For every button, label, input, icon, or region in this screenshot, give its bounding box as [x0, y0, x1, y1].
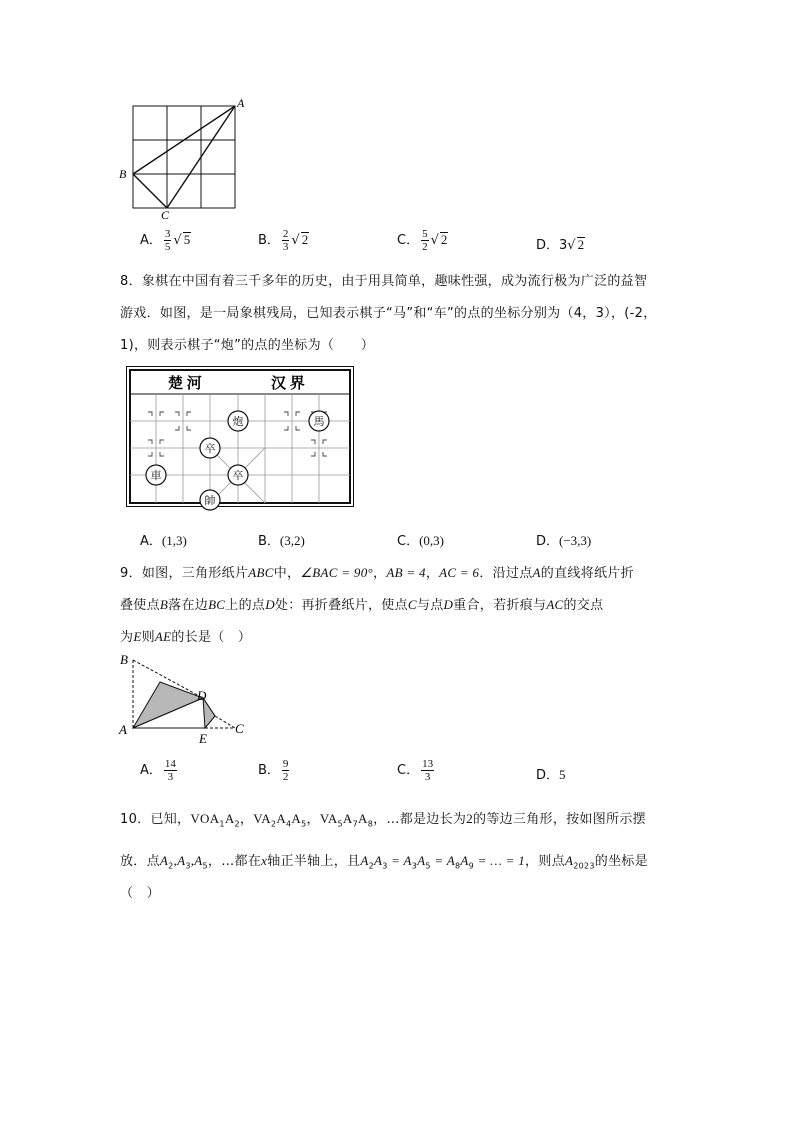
- river-label-han: 汉 界: [271, 376, 305, 392]
- q7-grid-figure: [115, 96, 255, 221]
- fraction: $\frac{2}{3}$: [282, 228, 289, 253]
- q7-option-a: A． $\frac{3}{5}$ √ 5: [140, 228, 191, 253]
- piece-zu-2: [228, 465, 248, 485]
- svg-text:帥: 帥: [204, 495, 216, 507]
- option-letter: A．: [140, 233, 162, 248]
- q10-text-line-1: 10．已知，$VOA_1A_2$，$VA_2A_4A_5$，$VA_5A_7A_8$，…都是边长为2的等边三角形，按如图所示摆: [120, 811, 646, 829]
- point-e-label: E: [199, 731, 207, 745]
- q9-text-line-1: 9．如图，三角形纸片ABC中，∠BAC = 90°，AB = 4，AC = 6．沿过点A的直线将纸片折: [120, 565, 634, 581]
- fraction: $\frac{5}{2}$: [422, 228, 428, 253]
- point-a-label: A: [119, 722, 127, 737]
- q8-text-line-2: 游戏．如图，是一局象棋残局，已知表示棋子“马”和“车”的点的坐标分别为（4，3），(-2，: [120, 306, 657, 321]
- point-d-label: D: [197, 688, 207, 703]
- point-a-label: A: [237, 96, 245, 110]
- radicand: 2: [577, 237, 585, 252]
- fraction: $\frac{3}{5}$: [164, 228, 171, 253]
- option-letter: D．: [536, 238, 560, 253]
- piece-shuai: [200, 490, 220, 510]
- q9-option-a: A． $\frac{14}{3}$: [140, 758, 176, 783]
- radicand: 2: [440, 232, 448, 247]
- point-c-label: C: [235, 721, 244, 736]
- q8-text-line-1: 8．象棋在中国有着三千多年的历史，由于用具简单，趣味性强，成为流行极为广泛的益智: [120, 274, 648, 289]
- q9-option-d: D．5: [536, 767, 566, 783]
- q9-text-line-2: 叠使点B落在边BC上的点D处：再折叠纸片，使点C与点D重合，若折痕与AC的交点: [120, 597, 604, 613]
- q7-option-b: B． $\frac{2}{3}$ √ 2: [258, 228, 309, 253]
- river-label-chu: 楚 河: [168, 376, 202, 392]
- piece-ma: [309, 411, 329, 431]
- piece-che: [146, 465, 166, 485]
- q9-text-line-3: 为E则AE的长是（ ）: [120, 629, 252, 645]
- svg-text:卒: 卒: [232, 470, 244, 482]
- q7-option-c: C． $\frac{5}{2}$ √ 2: [397, 228, 448, 253]
- q8-option-a: A．(1,3): [140, 533, 187, 549]
- q10-text-line-3: （ ）: [120, 886, 160, 901]
- q8-option-c: C．(0,3): [397, 533, 444, 549]
- coefficient: 3: [559, 238, 568, 253]
- q8-option-b: B．(3,2): [258, 533, 305, 549]
- piece-pao: [228, 411, 248, 431]
- point-b-label: B: [119, 167, 127, 181]
- chess-board-figure: [126, 366, 354, 511]
- point-c-label: C: [161, 208, 170, 221]
- point-b-label: B: [120, 652, 128, 667]
- q7-option-d: D．3√ 2: [536, 237, 585, 253]
- svg-text:車: 車: [150, 470, 162, 482]
- svg-text:卒: 卒: [204, 443, 216, 455]
- q8-option-d: D．(−3,3): [536, 533, 592, 549]
- piece-zu-1: [200, 438, 220, 458]
- option-letter: C．: [397, 233, 420, 248]
- radicand: 5: [183, 232, 191, 247]
- radicand: 2: [301, 232, 309, 247]
- option-letter: B．: [258, 233, 280, 248]
- q9-option-c: C． $\frac{13}{3}$: [397, 758, 434, 783]
- q9-option-b: B． $\frac{9}{2}$: [258, 758, 289, 783]
- q9-triangle-figure: [115, 650, 255, 745]
- q10-text-line-2: 放．点$A_2,A_3,A_5$，…都在x轴正半轴上，且$A_2A_3 = A_3A_5 = A_8A_9$ = … = 1，则点$A_{2023}$的坐标是: [120, 853, 648, 871]
- q8-text-line-3: 1)，则表示棋子“炮”的点的坐标为（ ）: [120, 338, 375, 353]
- svg-text:炮: 炮: [232, 416, 244, 428]
- svg-text:馬: 馬: [313, 416, 325, 428]
